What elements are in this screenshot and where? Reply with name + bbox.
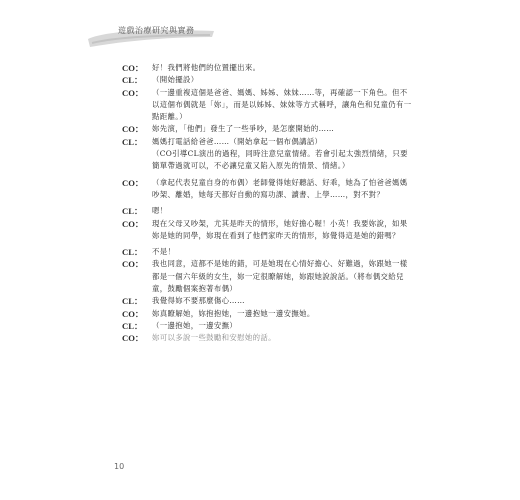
dialogue-line <box>122 308 412 320</box>
dialogue-line <box>122 218 412 243</box>
speaker-label: CO： <box>122 259 144 270</box>
speaker-label: CL： <box>122 296 143 307</box>
dialogue-text: （開始擺設） <box>152 75 199 85</box>
dialogue-text: 嗯！ <box>152 206 168 216</box>
dialogue-text: （拿起代表兒童自身的布偶）老師覺得她好聽話、好乖，她為了怕爸爸媽媽吵架、離婚，她每天都好自動的寫功課、讀書、上學……，對不對？ <box>152 177 408 199</box>
dialogue-text: 妳先演，「他們」發生了一些爭吵，是怎麼開始的…… <box>152 124 335 134</box>
dialogue-text: 妳可以多說一些鼓勵和安慰她的話。 <box>152 333 276 343</box>
speaker-label: CL： <box>122 320 143 331</box>
speaker-label: CL： <box>122 206 143 217</box>
speaker-label: CL： <box>122 136 143 147</box>
dialogue-line <box>122 62 412 74</box>
dialogue-line <box>122 246 412 258</box>
speaker-label: CL： <box>122 75 143 86</box>
speaker-label: CO： <box>122 308 144 319</box>
dialogue-text: 不是！ <box>152 247 176 257</box>
dialogue-line <box>122 320 412 332</box>
dialogue-line <box>122 258 412 295</box>
speaker-label: CL： <box>122 247 143 258</box>
dialogue-text: 我也同意，這都不是她的錯，可是她現在心情好擔心、好難過，妳跟她一樣都是一個六年級的女生，妳一定很瞭解她，妳跟她說說話。（將布偶交給兒童，鼓勵個案抱著布偶） <box>152 259 408 294</box>
dialogue-line <box>122 205 412 217</box>
speaker-label: CO： <box>122 177 144 188</box>
speaker-label: CO： <box>122 124 144 135</box>
running-header-title: 遊戲治療研究與實務 <box>118 26 195 35</box>
dialogue-line <box>122 136 412 148</box>
page-number: 10 <box>114 462 125 471</box>
dialogue-text: 好！我們將他們的位置擺出來。 <box>152 63 261 72</box>
dialogue-line <box>122 123 412 135</box>
speaker-label: CO： <box>122 333 144 344</box>
dialogue-text: 我覺得妳不要那麼傷心…… <box>152 296 245 306</box>
dialogue-line <box>122 332 412 344</box>
dialogue-transcript <box>122 62 412 345</box>
dialogue-text: 妳真瞭解她，妳抱抱她，一邊抱她一邊安撫她。 <box>152 308 315 318</box>
dialogue-line <box>122 177 412 202</box>
dialogue-text: （一邊重複這個是爸爸、媽媽、姊姊、妹妹……等，再確認一下角色。但不以這個布偶就是「妳」，而是以姊姊、妹妹等方式稱呼，讓角色和兒童仍有一點距離。） <box>152 87 412 122</box>
dialogue-text: 媽媽打電話給爸爸……（開始拿起一個布偶講話） <box>152 136 323 146</box>
dialogue-text: （CO引導CL演出的過程，同時注意兒童情緒。若會引起太強烈情緒，只要簡單帶過就可以，不必讓兒童又陷入原先的情景、情緒。） <box>152 149 408 171</box>
dialogue-line <box>122 295 412 307</box>
dialogue-note <box>122 148 412 173</box>
dialogue-line <box>122 74 412 86</box>
speaker-label: CO： <box>122 87 144 98</box>
speaker-label: CO： <box>122 63 144 73</box>
dialogue-text: （一邊抱她，一邊安撫） <box>152 320 238 330</box>
dialogue-text: 現在父母又吵架，尤其是昨天的情形，她好擔心喔！小英！我要妳說，如果妳是她的同學，妳現在看到了他們家昨天的情形，妳覺得這是她的錯嗎？ <box>152 218 408 240</box>
dialogue-line <box>122 87 412 124</box>
speaker-label: CO： <box>122 218 144 229</box>
